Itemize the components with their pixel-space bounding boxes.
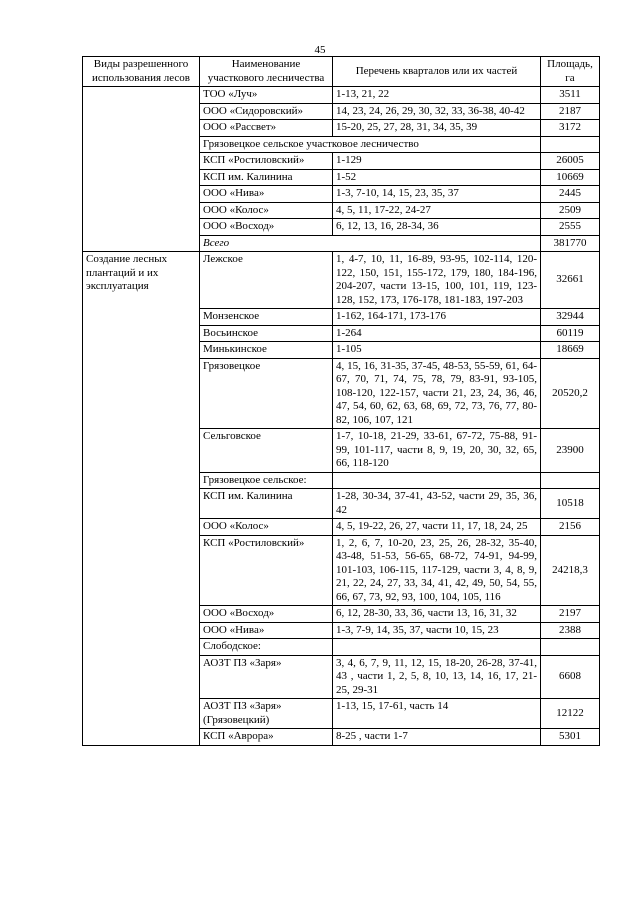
- forestry-name: ООО «Восход»: [200, 219, 333, 236]
- table-row: [83, 87, 600, 104]
- forestry-name: Грязовецкое: [200, 358, 333, 429]
- header-forestry-name: Наименование участкового лесничества: [200, 57, 333, 87]
- forestry-name: ООО «Рассвет»: [200, 120, 333, 137]
- area-value: 5301: [541, 729, 600, 746]
- quarter-list: 6, 12, 13, 16, 28-34, 36: [333, 219, 541, 236]
- forest-use-table: [82, 56, 600, 746]
- table-row: [83, 252, 600, 309]
- area-value: 20520,2: [541, 358, 600, 429]
- forestry-name: Минькинское: [200, 342, 333, 359]
- quarter-list: 1-3, 7-9, 14, 35, 37, части 10, 15, 23: [333, 622, 541, 639]
- region-area-empty: [541, 472, 600, 489]
- forestry-name: ООО «Сидоровский»: [200, 103, 333, 120]
- area-value: 24218,3: [541, 535, 600, 606]
- quarter-list: 1, 2, 6, 7, 10-20, 23, 25, 26, 28-32, 35-40, 43-48, 51-53, 56-65, 68-72, 74-91, 94-99, 101-103, 106-115, 117-129, части 3, 4, 8, 9, 21, 22, 24, 27, 33, 34, 41, 42, 49, 50, 54, 55, 66, 67, 73, 92, 93, 100, 104, 105, 116: [333, 535, 541, 606]
- total-area: 381770: [541, 235, 600, 252]
- quarter-list: 1-264: [333, 325, 541, 342]
- quarter-list: 1-3, 7-10, 14, 15, 23, 35, 37: [333, 186, 541, 203]
- area-value: 2445: [541, 186, 600, 203]
- forestry-name: КСП «Ростиловский»: [200, 535, 333, 606]
- area-value: 10669: [541, 169, 600, 186]
- use-type-cell: Создание лесных плантаций и их эксплуатация: [83, 252, 200, 746]
- header-area: Площадь, га: [541, 57, 600, 87]
- quarter-list: 15-20, 25, 27, 28, 31, 34, 35, 39: [333, 120, 541, 137]
- forestry-name: Лежское: [200, 252, 333, 309]
- page-number: 45: [314, 44, 326, 56]
- area-value: 60119: [541, 325, 600, 342]
- quarter-list: 1-105: [333, 342, 541, 359]
- quarter-list: 4, 5, 19-22, 26, 27, части 11, 17, 18, 24, 25: [333, 519, 541, 536]
- header-quarter-list: Перечень кварталов или их частей: [333, 57, 541, 87]
- total-label: Всего: [200, 235, 541, 252]
- forestry-name: Сельговское: [200, 429, 333, 473]
- region-area-empty: [541, 639, 600, 656]
- area-value: 2555: [541, 219, 600, 236]
- area-value: 2156: [541, 519, 600, 536]
- forestry-name: КСП им. Калинина: [200, 489, 333, 519]
- area-value: 3172: [541, 120, 600, 137]
- forestry-name: ООО «Колос»: [200, 202, 333, 219]
- forestry-name: ООО «Нива»: [200, 622, 333, 639]
- forestry-name: КСП «Аврора»: [200, 729, 333, 746]
- quarter-list: 1-13, 15, 17-61, часть 14: [333, 699, 541, 729]
- quarter-list: 4, 5, 11, 17-22, 24-27: [333, 202, 541, 219]
- forestry-name: Монзенское: [200, 309, 333, 326]
- area-value: 2509: [541, 202, 600, 219]
- quarter-list: 1-7, 10-18, 21-29, 33-61, 67-72, 75-88, 91-99, 101-117, части 8, 9, 19, 20, 30, 32, 65, 66, 118-120: [333, 429, 541, 473]
- table-header-row: [83, 57, 600, 87]
- region-list-empty: [333, 472, 541, 489]
- area-value: 32661: [541, 252, 600, 309]
- region-heading: Грязовецкое сельское:: [200, 472, 333, 489]
- forestry-name: КСП «Ростиловский»: [200, 153, 333, 170]
- region-area-empty: [541, 136, 600, 153]
- region-heading: Грязовецкое сельское участковое лесничество: [200, 136, 541, 153]
- area-value: 3511: [541, 87, 600, 104]
- forestry-name: КСП им. Калинина: [200, 169, 333, 186]
- quarter-list: 1, 4-7, 10, 11, 16-89, 93-95, 102-114, 120-122, 150, 151, 155-172, 179, 180, 184-196, 204-207, части 13-15, 100, 101, 119, 123-128, 152, 173, 176-178, 181-183, 197-203: [333, 252, 541, 309]
- area-value: 32944: [541, 309, 600, 326]
- region-heading: Слободское:: [200, 639, 333, 656]
- quarter-list: 6, 12, 28-30, 33, 36, части 13, 16, 31, 32: [333, 606, 541, 623]
- quarter-list: 4, 15, 16, 31-35, 37-45, 48-53, 55-59, 61, 64-67, 70, 71, 74, 75, 78, 79, 83-91, 93-105, 108-120, 122-157, части 21, 23, 24, 36, 46, 47, 54, 60, 62, 63, 68, 69, 72, 73, 76, 77, 80-82, 106, 107, 121: [333, 358, 541, 429]
- region-list-empty: [333, 639, 541, 656]
- area-value: 6608: [541, 655, 600, 699]
- area-value: 2197: [541, 606, 600, 623]
- quarter-list: 3, 4, 6, 7, 9, 11, 12, 15, 18-20, 26-28, 37-41, 43 , части 1, 2, 5, 8, 10, 13, 14, 16, 17, 21-25, 29-31: [333, 655, 541, 699]
- quarter-list: 1-162, 164-171, 173-176: [333, 309, 541, 326]
- area-value: 18669: [541, 342, 600, 359]
- use-type-cell-continued: [83, 87, 200, 252]
- forestry-name: АОЗТ ПЗ «Заря»: [200, 655, 333, 699]
- area-value: 12122: [541, 699, 600, 729]
- quarter-list: 1-129: [333, 153, 541, 170]
- forestry-name: ООО «Колос»: [200, 519, 333, 536]
- area-value: 2388: [541, 622, 600, 639]
- quarter-list: 1-28, 30-34, 37-41, 43-52, части 29, 35, 36, 42: [333, 489, 541, 519]
- area-value: 2187: [541, 103, 600, 120]
- forestry-name: АОЗТ ПЗ «Заря» (Грязовецкий): [200, 699, 333, 729]
- forestry-name: Восьинское: [200, 325, 333, 342]
- forestry-name: ООО «Восход»: [200, 606, 333, 623]
- quarter-list: 1-52: [333, 169, 541, 186]
- area-value: 23900: [541, 429, 600, 473]
- header-use-type: Виды разрешенного использования лесов: [83, 57, 200, 87]
- quarter-list: 8-25 , части 1-7: [333, 729, 541, 746]
- forestry-name: ООО «Нива»: [200, 186, 333, 203]
- area-value: 10518: [541, 489, 600, 519]
- area-value: 26005: [541, 153, 600, 170]
- forestry-name: ТОО «Луч»: [200, 87, 333, 104]
- quarter-list: 14, 23, 24, 26, 29, 30, 32, 33, 36-38, 40-42: [333, 103, 541, 120]
- quarter-list: 1-13, 21, 22: [333, 87, 541, 104]
